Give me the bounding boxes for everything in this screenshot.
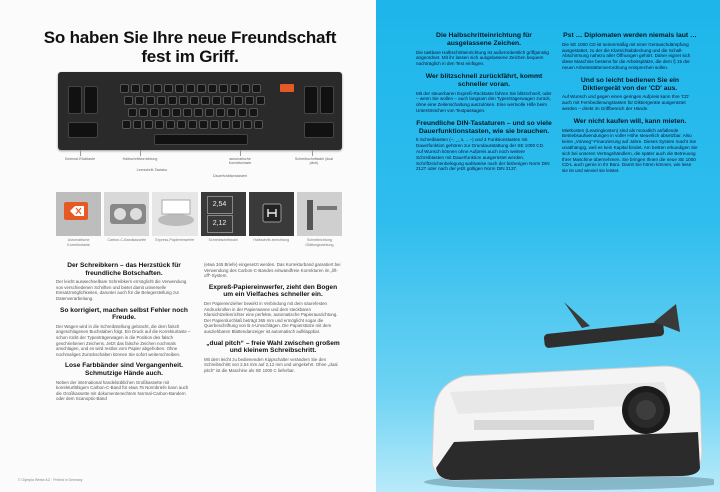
photo-caption: Schreibrichtung Glättungsrichtung <box>305 238 334 247</box>
section-body: Der Papiereinzieher bewirkt in Verbindung mit dem säurefesten Andruckrollen in der Papierwanne und dem steckbaren Klarsichtzeilenrichter eine perfekte, automatische Papierausrichtung. Der Papierdurchlaß beträgt 365 mm und ermöglicht sogar die Querbeschriftung von B 4-Umschlägen. Die Papierstütze mit dem ausziehbaren Blattendanzeiger ist automatisch aufklappbar. <box>204 300 338 334</box>
callout-sub-2: Dauerfunktionstasten <box>213 174 247 178</box>
section-heading: „dual pitch“ – freie Wahl zwischen großem und kleinem Schreibschritt. <box>206 339 340 355</box>
left-function-key <box>68 86 82 114</box>
photo-correction-key <box>56 192 101 236</box>
right-function-key-2 <box>320 86 334 114</box>
photo-half-space <box>249 192 294 236</box>
typewriter-image <box>414 292 714 492</box>
callout-3: automatische Korrekturtaste <box>228 157 252 165</box>
section-heading: Wer blitzschnell zurückfährt, kommt schneller voran. <box>425 72 543 88</box>
section-body: (etwa 345 Briefe) eingesetzt werden. Das Korrekturband garantiert bei Verwendung des Carbon-C-Bandes einwandfreie Korrekturen im „lift-off“-System. <box>204 262 341 279</box>
section-heading: Lose Farbbänder sind Vergangenheit. Schmutzige Hände auch. <box>65 362 183 377</box>
left-column-1 <box>56 262 192 407</box>
photo-caption: Halbschritt-einrichtung <box>253 238 290 242</box>
right-function-key <box>304 86 318 114</box>
photo-ribbon-cassette <box>104 192 149 236</box>
section-heading: Freundliche DIN-Tastaturen – und so viele Dauerfunktionstasten, wie sie brauchen. <box>416 119 552 135</box>
section-heading: Der Schreibkern – das Herzstück für freundliche Botschaften. <box>67 262 181 277</box>
photo-pitch-display <box>201 192 246 236</box>
headline: So haben Sie Ihre neue Freundschaft fest im Griff. <box>43 28 337 66</box>
backspace-key <box>68 122 98 138</box>
section-heading: Und so leicht bedienen Sie ein Diktiergerät von der 'CD' aus. <box>580 76 680 92</box>
section-body: Auf Wunsch und gegen einen geringen Aufpreis kann Ihre 'CD' auch mit Fernbedienungstasten für Diktiergeräte ausgerüstet werden – direkt im Griffbereich der Hände. <box>562 94 690 111</box>
keyboard-image <box>58 72 342 150</box>
photo-caption: Automatische Korrekturtaste <box>67 238 90 247</box>
key-row-2 <box>124 96 265 105</box>
photo-platen <box>297 192 342 236</box>
right-column-1 <box>416 32 552 178</box>
detail-photo-strip <box>56 192 342 236</box>
correction-key <box>280 84 294 92</box>
key-row-4 <box>122 120 263 129</box>
section-body: Die tastbare Halbschritteinrichtung ist außerordentlich griffgünstig angeordnet. Mit ihr lassen sich ausgelassene Zeichen bequem nachträglich in den Text einfügen. <box>416 49 549 67</box>
footer-note: © Olympia Werke AG · Printed in Germany <box>18 478 83 482</box>
section-body: Mietkosten (Leasingkosten) sind als monatlich anfallende Betriebsaufwendungen in voller Höhe steuerlich absetzbar. Also keine „Vorweg“-Finanzierung auf Jahre. Dieses System macht Sie unabhängig, weil es kein Kapital bindet. Am besten erkundigen Sie sich bei unseren Vertragshändlern, die später auch die Betreuung Ihrer Maschine übernehmen. Sie bringen Ihnen die neue SE 1000 CD-L auch gerne in Ihr Büro. Damit Sie hören können, wie leise sie ist und wieviel sie leistet. <box>562 127 698 174</box>
return-key <box>304 122 334 138</box>
pitch-value-1: 2,54 <box>207 196 233 214</box>
left-function-key-2 <box>84 86 98 114</box>
pitch-value-2: 2,12 <box>207 215 233 233</box>
photo-paper-feed <box>152 192 197 236</box>
key-row-1 <box>120 84 261 93</box>
key-row-3 <box>128 108 258 117</box>
section-body: Der leicht auswechselbare Schreibkern ermöglicht die Verwendung von verschiedenen Schriften und bietet damit universelle Einsatzmöglichkeiten, darunter auch für die Belegerstellung zur Datenverarbeitung. <box>56 279 187 301</box>
section-body: Mit der steuerbaren Expreß-Rücktaste fahren Sie blitzschnell, oder – wenn Sie wollen – auch langsam den Typenträgerwagen zurück, ohne eine Zeilenschaltung auszulösen. Eine wertvolle Hilfe beim Unterstreichen von Textpassagen. <box>416 90 552 113</box>
section-body: Der Wagen wird in die Schreibstellung gebracht, die dem falsch angeschlagenen Buchstaben folgt. Ein Druck auf die Korrekturtaste – schon rückt der Typenträgerwagen in die Position des falsch geschriebenen Zeichens. Jetzt das falsche Zeichen nochmals anschlagen, und es wird restlos vom Papier abgehoben. Ohne nochmaliges Zurückschalten können Sie sofort weiterschreiben. <box>56 323 191 357</box>
photo-captions <box>56 238 342 247</box>
section-body: Mit dem leicht zu bedienenden Kippschalter verändern Sie den Schreibschritt von 2,54 mm auf 2,12 mm und umgekehrt. Ohne „dual pitch“ ist die Maschine als SE 1000 C lieferbar. <box>204 356 338 373</box>
section-heading: Die Halbschritteinrichtung für ausgelassene Zeichen. <box>436 32 532 47</box>
section-heading: So korrigiert, machen selbst Fehler noch Freude. <box>60 306 188 322</box>
section-heading: Wer nicht kaufen will, kann mieten. <box>573 117 687 125</box>
photo-caption: Carbon-C-Bandkassette <box>107 238 147 242</box>
callout-4: Schreibschrittwahl (dual pitch) <box>294 157 334 165</box>
callout-1: Dezimal-Rücktaste <box>64 157 96 161</box>
section-heading: Expreß-Papiereinwerfer, zieht den Bogen um ein Vielfaches schneller ein. <box>208 283 338 299</box>
section-body: Die SE 1000 CD ist serienmäßig mit einer Geräuschdämpfung ausgestattet, zu der die Klarsichtabdeckung und die Schall-Abschirmung nahezu aller Öffnungen gehört. Daher eignet sich diese Maschine bestens für die Arbeitsplätze, die dem § 15 der neuen Arbeitsstättenverordnung entsprechen sollen. <box>562 41 691 70</box>
section-heading: Pst … Diplomaten werden niemals laut … <box>563 32 697 39</box>
section-body: 5 Schreibtasten (–, _, x, ., –) und 3 Funktionstasten mit Dauerfunktion gehören zur Grundausstattung der SE 1000 CD. Auf Wunsch können ohne Aufpreis auch noch weitere Schreibtasten mit Dauerfunktion ausgerüstet werden. Schriftzeichenbelegung wahlweise nach der bisherigen Norm DIN 2127 oder nach der jetzt gültigen Norm DIN 2137. <box>416 137 550 172</box>
callout-2: Halbschrittvorrichtung <box>122 157 158 161</box>
section-body: Neben der international handelsüblichen Großkassette mit korrekturfähigem Carbon-C-Band für etwa 75 Normbriefe kann auch die Großkassette mit dokumentenechtem Normal-Carbon-Bandern oder dem Scanoptic-Band <box>56 379 189 402</box>
space-bar <box>154 134 248 145</box>
photo-caption: Express-Papiereinwerfer <box>155 238 195 242</box>
callout-sub-1: Leerschritt-Tastatur <box>136 168 168 172</box>
right-column-2 <box>562 32 698 180</box>
photo-caption: Schreibschrittwahl <box>208 238 238 242</box>
left-column-2 <box>204 262 342 379</box>
